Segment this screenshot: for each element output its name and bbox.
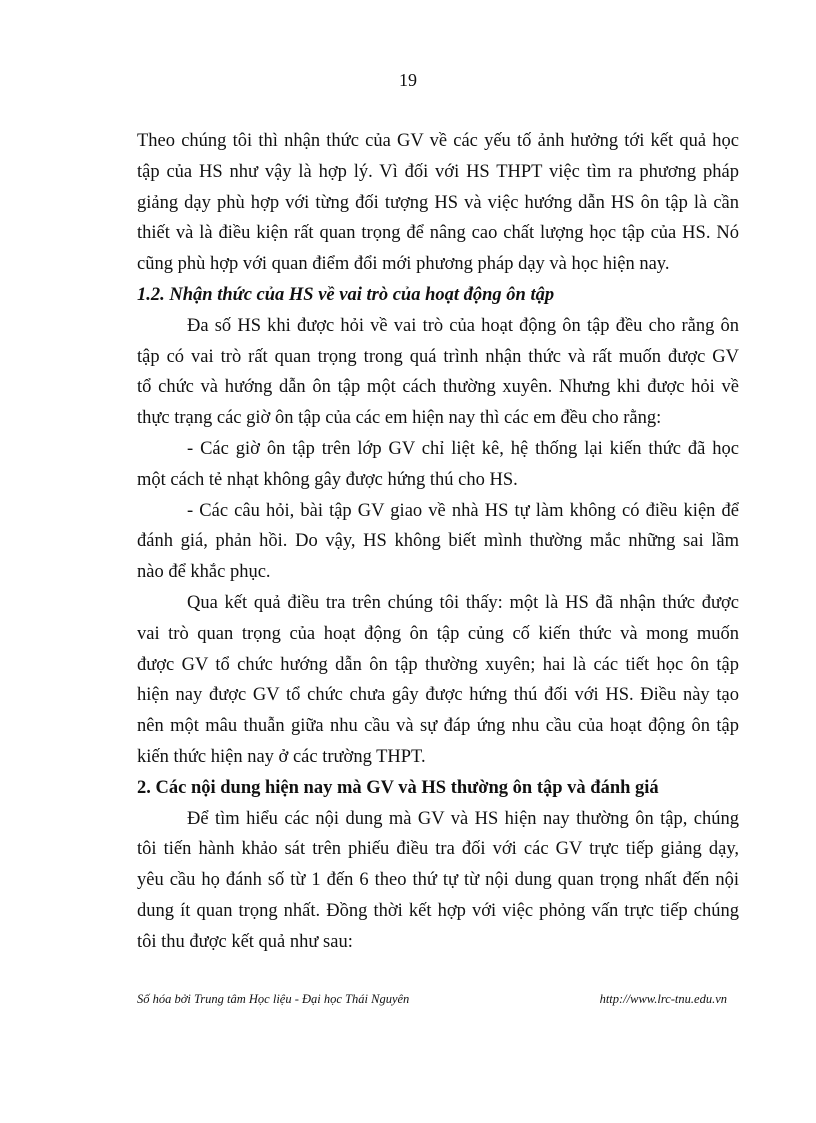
bullet-line: đánh giá, phản hồi. Do vậy, HS không biết mình thường mắc những sai lầm	[137, 531, 739, 552]
paragraph-line: được GV tổ chức hướng dẫn ôn tập thường xuyên; hai là các tiết học ôn tập	[137, 654, 739, 675]
paragraph-line: tôi tiến hành khảo sát trên phiếu điều tra đối với các GV trực tiếp giảng dạy,	[137, 839, 739, 860]
paragraph-line: Theo chúng tôi thì nhận thức của GV về các yếu tố ảnh hưởng tới kết quả học	[137, 131, 739, 151]
paragraph-line: giảng dạy phù hợp với từng đối tượng HS và việc hướng dẫn HS ôn tập là cần	[137, 192, 739, 213]
bullet-line: - Các giờ ôn tập trên lớp GV chỉ liệt kê, hệ thống lại kiến thức đã học	[187, 438, 739, 459]
section-heading-2: 2. Các nội dung hiện nay mà GV và HS thường ôn tập và đánh giá	[137, 777, 659, 798]
footer-source: Số hóa bởi Trung tâm Học liệu - Đại học Thái Nguyên	[137, 992, 410, 1006]
bullet-line: - Các câu hỏi, bài tập GV giao về nhà HS tự làm không có điều kiện để	[187, 500, 739, 521]
paragraph-line: Để tìm hiểu các nội dung mà GV và HS hiện nay thường ôn tập, chúng	[187, 808, 739, 829]
footer-url: http://www.lrc-tnu.edu.vn	[599, 992, 727, 1006]
paragraph-line: hiện nay được GV tổ chức chưa gây được hứng thú đối với HS. Điều này tạo	[137, 685, 739, 706]
paragraph-line: Đa số HS khi được hỏi về vai trò của hoạt động ôn tập đều cho rằng ôn	[187, 315, 739, 336]
paragraph-line: tổ chức và hướng dẫn ôn tập một cách thường xuyên. Nhưng khi được hỏi về	[137, 377, 739, 398]
paragraph-line: dung ít quan trọng nhất. Đồng thời kết hợp với việc phỏng vấn trực tiếp chúng	[137, 900, 739, 921]
bullet-line: một cách tẻ nhạt không gây được hứng thú cho HS.	[137, 469, 518, 490]
paragraph-line: nên một mâu thuẫn giữa nhu cầu và sự đáp ứng nhu cầu của hoạt động ôn tập	[137, 716, 739, 737]
paragraph-line: tập của HS như vậy là hợp lý. Vì đối với HS THPT việc tìm ra phương pháp	[137, 161, 739, 182]
paragraph-line: Qua kết quả điều tra trên chúng tôi thấy: một là HS đã nhận thức được	[187, 592, 739, 613]
paragraph-line: vai trò quan trọng của hoạt động ôn tập củng cố kiến thức và mong muốn	[137, 623, 739, 644]
section-heading-1-2: 1.2. Nhận thức của HS về vai trò của hoạt động ôn tập	[137, 284, 555, 305]
page-number: 19	[399, 70, 417, 90]
paragraph-line: tập có vai trò rất quan trọng trong quá trình nhận thức và rất muốn được GV	[137, 346, 739, 367]
paragraph-line: cũng phù hợp với quan điểm đổi mới phương pháp dạy và học hiện nay.	[137, 254, 670, 275]
bullet-line: nào để khắc phục.	[137, 562, 271, 583]
paragraph-line: thực trạng các giờ ôn tập của các em hiện nay thì các em đều cho rằng:	[137, 408, 662, 429]
paragraph-line: tôi thu được kết quả như sau:	[137, 931, 353, 952]
body-text	[137, 126, 739, 958]
page-footer	[137, 992, 727, 1007]
paragraph-line: kiến thức hiện nay ở các trường THPT.	[137, 746, 426, 767]
paragraph-line: thiết và là điều kiện rất quan trọng để nâng cao chất lượng học tập của HS. Nó	[137, 223, 739, 244]
paragraph-line: yêu cầu họ đánh số từ 1 đến 6 theo thứ tự từ nội dung quan trọng nhất đến nội	[137, 870, 739, 891]
